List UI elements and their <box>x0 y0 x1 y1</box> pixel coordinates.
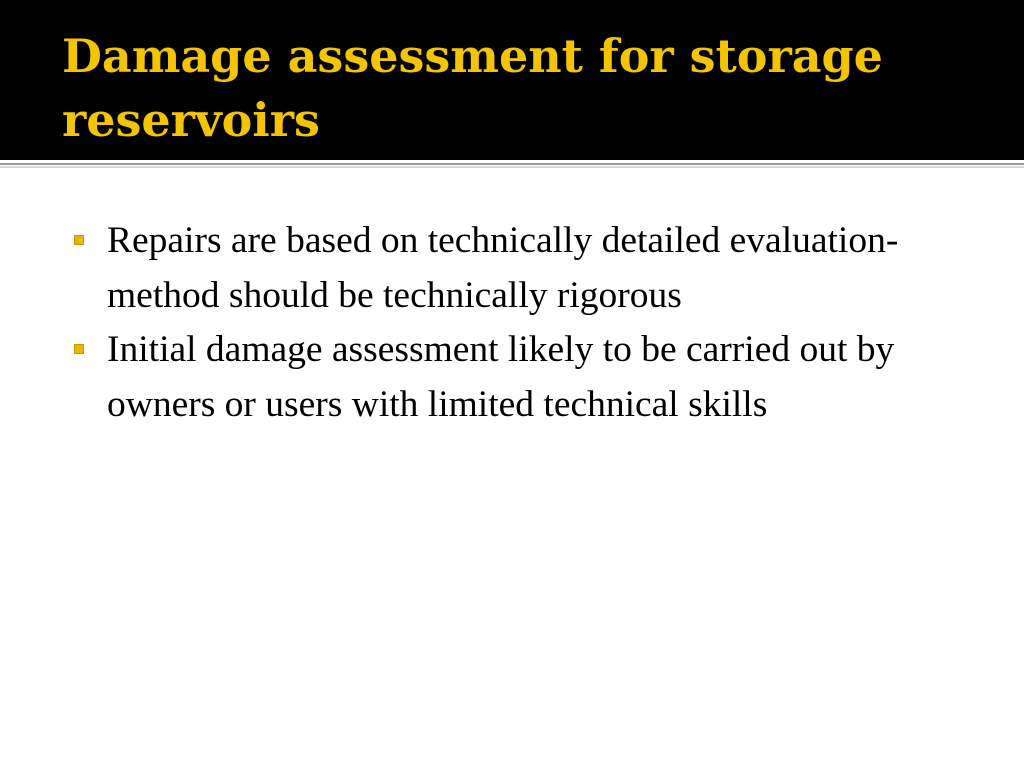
square-bullet-icon <box>74 235 84 245</box>
bullet-text: Repairs are based on technically detailed evaluation- method should be technically rigorous <box>107 220 899 316</box>
title-band <box>0 0 1024 160</box>
bullet-item <box>74 214 974 323</box>
title-divider <box>0 163 1024 165</box>
bullet-list <box>74 214 974 432</box>
square-bullet-icon <box>74 344 84 354</box>
bullet-item <box>74 323 974 432</box>
title-divider-shadow <box>0 166 1024 168</box>
slide-title: Damage assessment for storage reservoirs <box>62 29 883 147</box>
bullet-text: Initial damage assessment likely to be carried out by owners or users with limited technical skills <box>107 329 895 425</box>
